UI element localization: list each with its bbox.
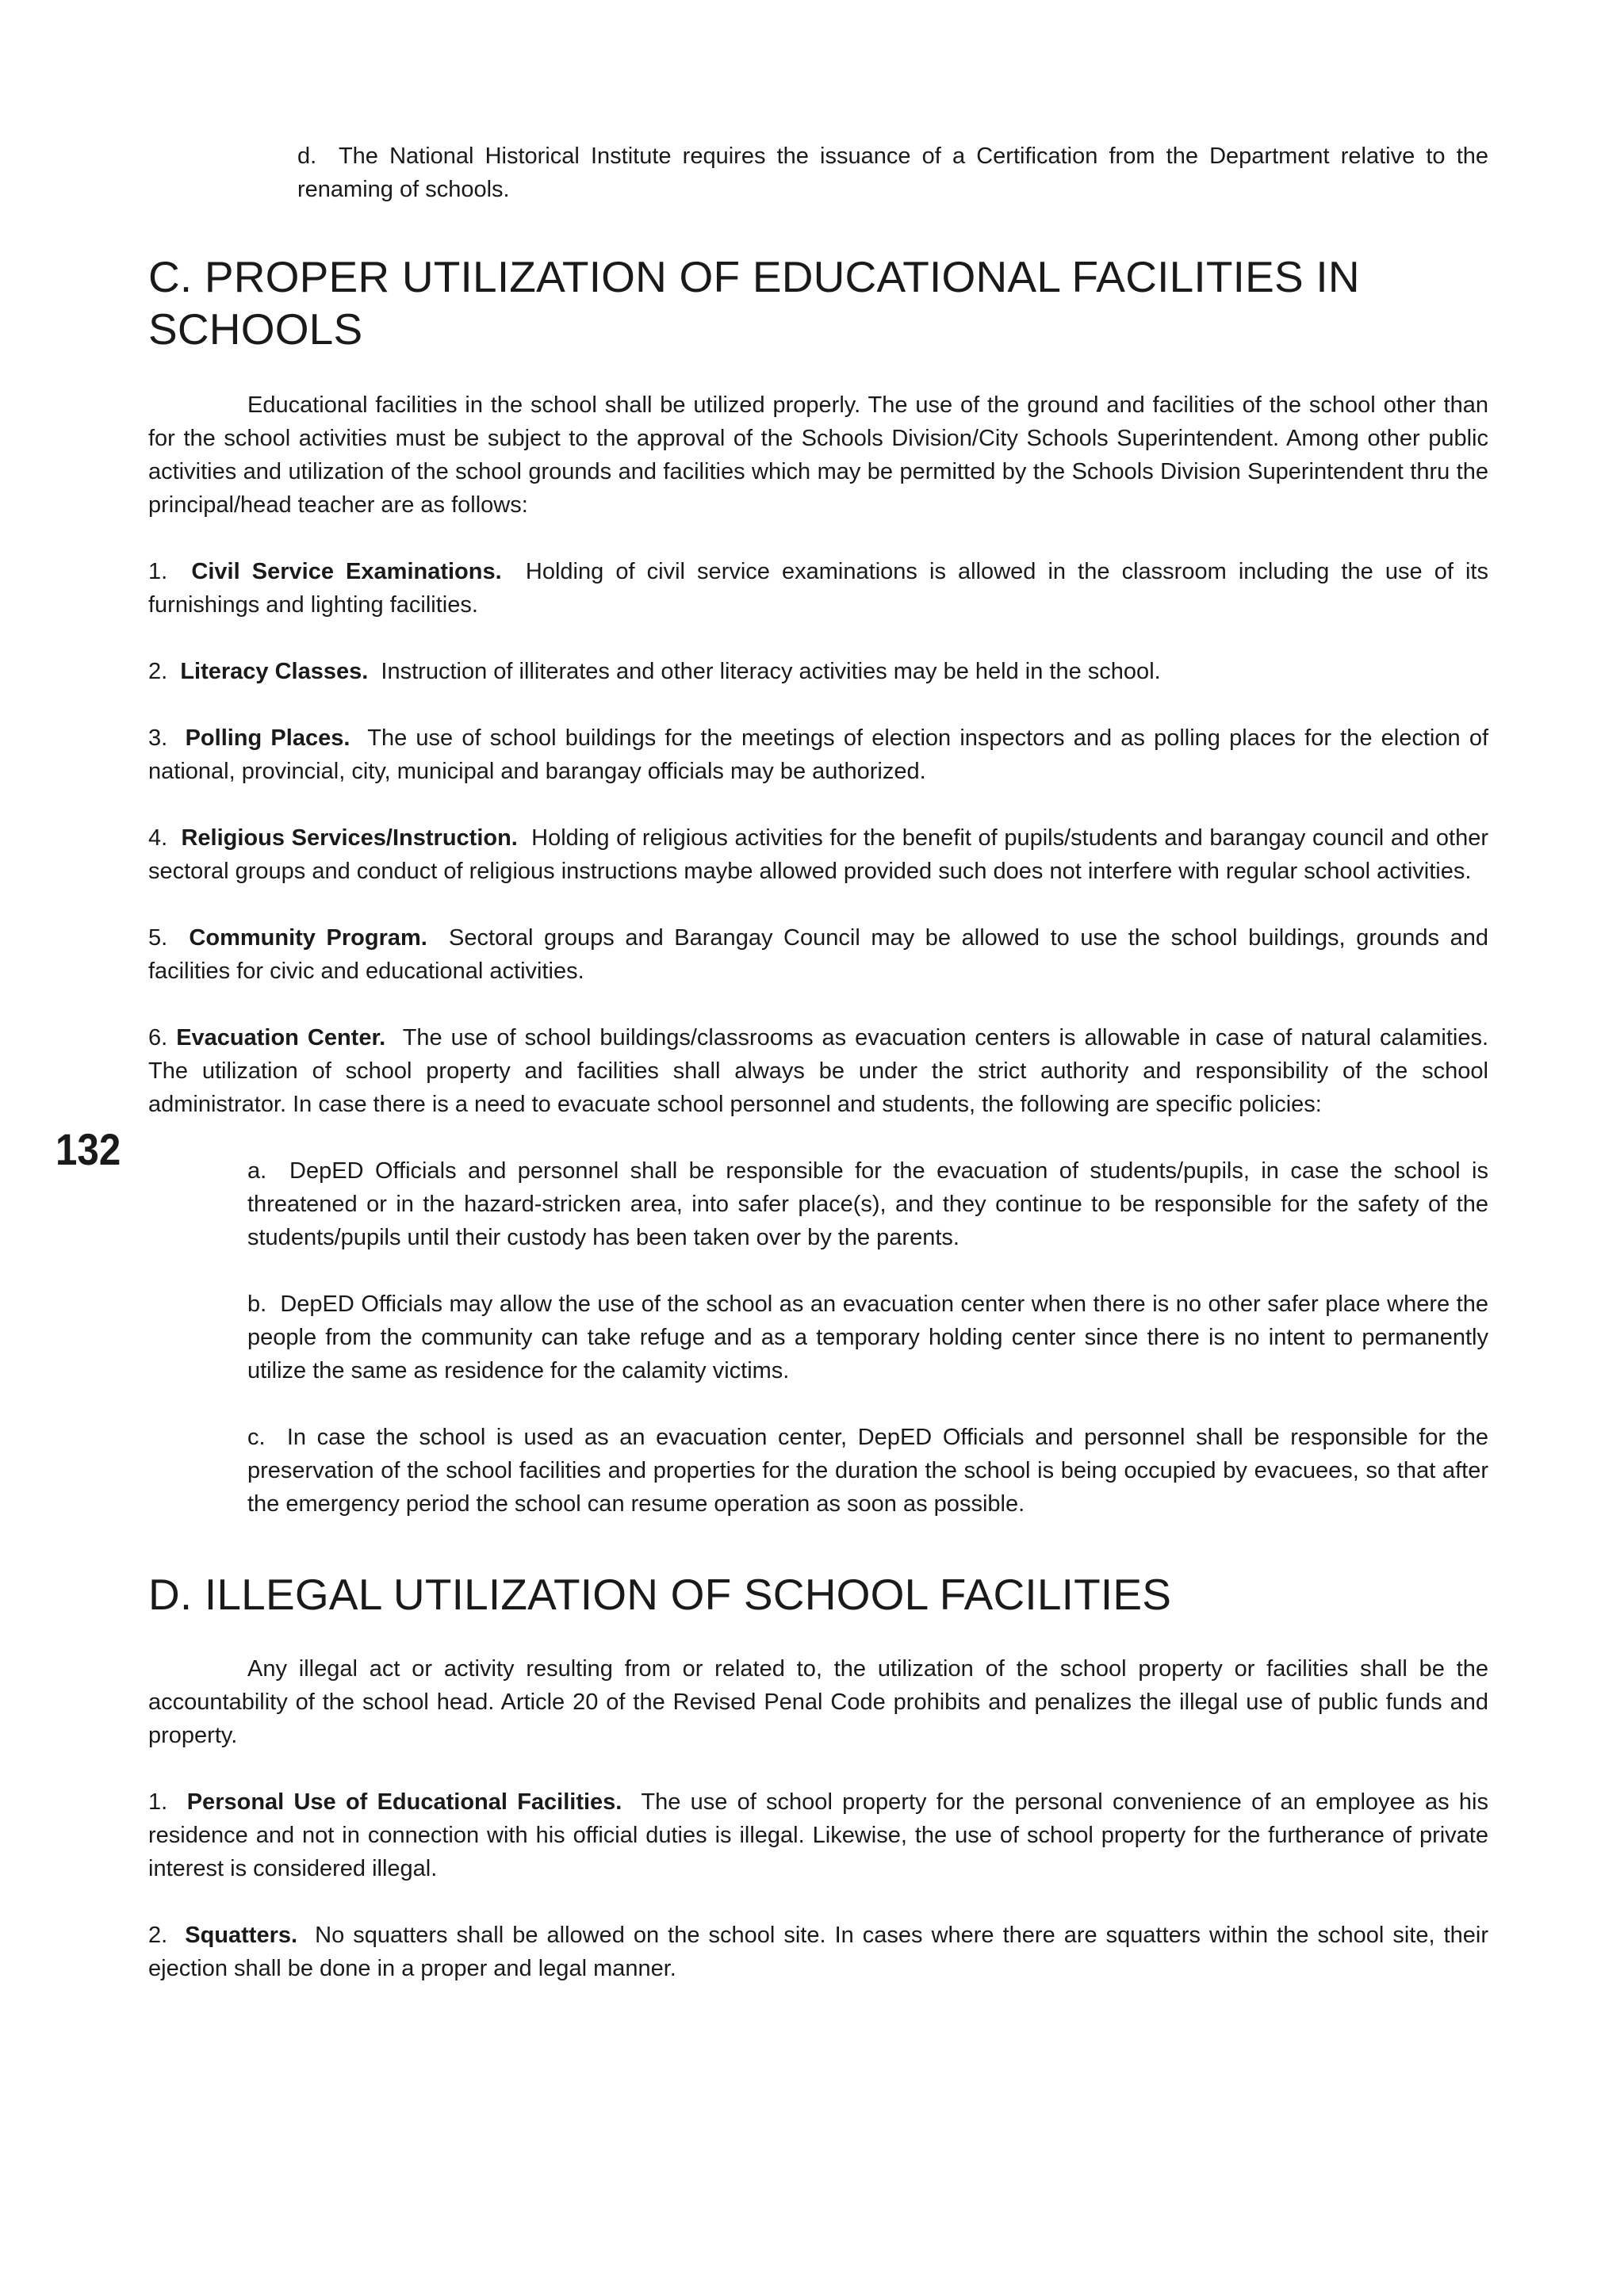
section-c-item-2 xyxy=(148,655,1488,688)
item-number: 2. xyxy=(148,659,168,684)
item-text: The use of school buildings for the meetings of election inspectors and as polling places for the election of national, provincial, city, municipal and barangay officials may be authorized. xyxy=(148,725,1489,784)
section-c-item-5 xyxy=(148,921,1488,988)
section-d-intro: Any illegal act or activity resulting from or related to, the utilization of the school property or facilities shall be the accountability of the school head. Article 20 of the Revised Penal Code prohibits and penalizes the illegal use of public funds and property. xyxy=(148,1656,1488,1748)
section-d-item-2 xyxy=(148,1919,1488,1985)
item-title: Community Program. xyxy=(189,925,427,951)
item-title: Polling Places. xyxy=(185,725,350,751)
item-title: Literacy Classes. xyxy=(180,659,369,684)
item-title: Evacuation Center. xyxy=(176,1025,386,1050)
section-d-heading: D. ILLEGAL UTILIZATION OF SCHOOL FACILITIES xyxy=(148,1570,1172,1619)
section-c-item-3 xyxy=(148,721,1488,788)
sub-item-label: c. xyxy=(247,1425,266,1450)
section-d-item-1 xyxy=(148,1785,1488,1885)
item-number: 4. xyxy=(148,825,168,851)
item-number: 2. xyxy=(148,1923,168,1948)
item-number: 5. xyxy=(148,925,168,951)
item-title: Civil Service Examinations. xyxy=(191,559,502,584)
sub-item-label: b. xyxy=(247,1292,267,1317)
section-c-sub-item-b xyxy=(148,1288,1488,1387)
section-c-heading: C. PROPER UTILIZATION OF EDUCATIONAL FACILITIES IN SCHOOLS xyxy=(148,252,1360,354)
sub-item-text: DepED Officials may allow the use of the school as an evacuation center when there is no other safer place where the people from the community can take refuge and as a temporary holding center since there is no intent to permanently utilize the same as residence for the calamity victims. xyxy=(247,1292,1488,1383)
item-title: Squatters. xyxy=(185,1923,298,1948)
document-body xyxy=(148,140,1488,1985)
item-number: 1. xyxy=(148,1789,168,1815)
page-number: 132 xyxy=(56,1124,121,1174)
item-text: Sectoral groups and Barangay Council may be allowed to use the school buildings, grounds and facilities for civic and educational activities. xyxy=(148,925,1488,984)
intro-item-text: The National Historical Institute requires the issuance of a Certification from the Department relative to the renaming of schools. xyxy=(297,144,1489,202)
section-c-intro: Educational facilities in the school shall be utilized properly. The use of the ground and facilities of the school other than for the school activities must be subject to the approval of the Schools Division/City Schools Superintendent. Among other public activities and utilization of the school grounds and facilities which may be permitted by the Schools Division Superintendent thru the principal/head teacher are as follows: xyxy=(148,392,1488,518)
item-title: Religious Services/Instruction. xyxy=(181,825,518,851)
item-number: 6. xyxy=(148,1025,168,1050)
section-c-item-6 xyxy=(148,1021,1488,1121)
item-number: 1. xyxy=(148,559,168,584)
item-text: No squatters shall be allowed on the school site. In cases where there are squatters within the school site, their ejection shall be done in a proper and legal manner. xyxy=(148,1923,1488,1981)
section-c-sub-item-c xyxy=(148,1421,1488,1521)
item-text: The use of school buildings/classrooms as evacuation centers is allowable in case of natural calamities. The utilization of school property and facilities shall always be under the strict authority and responsibility of the school administrator. In case there is a need to evacuate school personnel and students, the following are specific policies: xyxy=(148,1025,1489,1117)
item-text: Instruction of illiterates and other literacy activities may be held in the school. xyxy=(381,659,1161,684)
item-text: Holding of religious activities for the benefit of pupils/students and barangay council and other sectoral groups and conduct of religious instructions maybe allowed provided such does not interfere with regular school activities. xyxy=(148,825,1488,884)
sub-item-text: In case the school is used as an evacuation center, DepED Officials and personnel shall be responsible for the preservation of the school facilities and properties for the duration the school is being occupied by evacuees, so that after the emergency period the school can resume operation as soon as possible. xyxy=(247,1425,1488,1517)
item-text: Holding of civil service examinations is allowed in the classroom including the use of its furnishings and lighting facilities. xyxy=(148,559,1488,618)
section-c-item-4 xyxy=(148,821,1488,888)
intro-item-label: d. xyxy=(297,144,317,169)
item-title: Personal Use of Educational Facilities. xyxy=(186,1789,622,1815)
item-number: 3. xyxy=(148,725,168,751)
sub-item-label: a. xyxy=(247,1158,267,1184)
item-text: The use of school property for the personal convenience of an employee as his residence and not in connection with his official duties is illegal. Likewise, the use of school property for the furtherance of private interest is considered illegal. xyxy=(148,1789,1488,1881)
section-c-sub-item-a xyxy=(148,1154,1488,1254)
sub-item-text: DepED Officials and personnel shall be responsible for the evacuation of students/pupils, in case the school is threatened or in the hazard-stricken area, into safer place(s), and they continue to be responsible for the safety of the students/pupils until their custody has been taken over by the parents. xyxy=(247,1158,1488,1250)
section-c-item-1 xyxy=(148,555,1488,622)
intro-list-item-d xyxy=(148,140,1488,206)
